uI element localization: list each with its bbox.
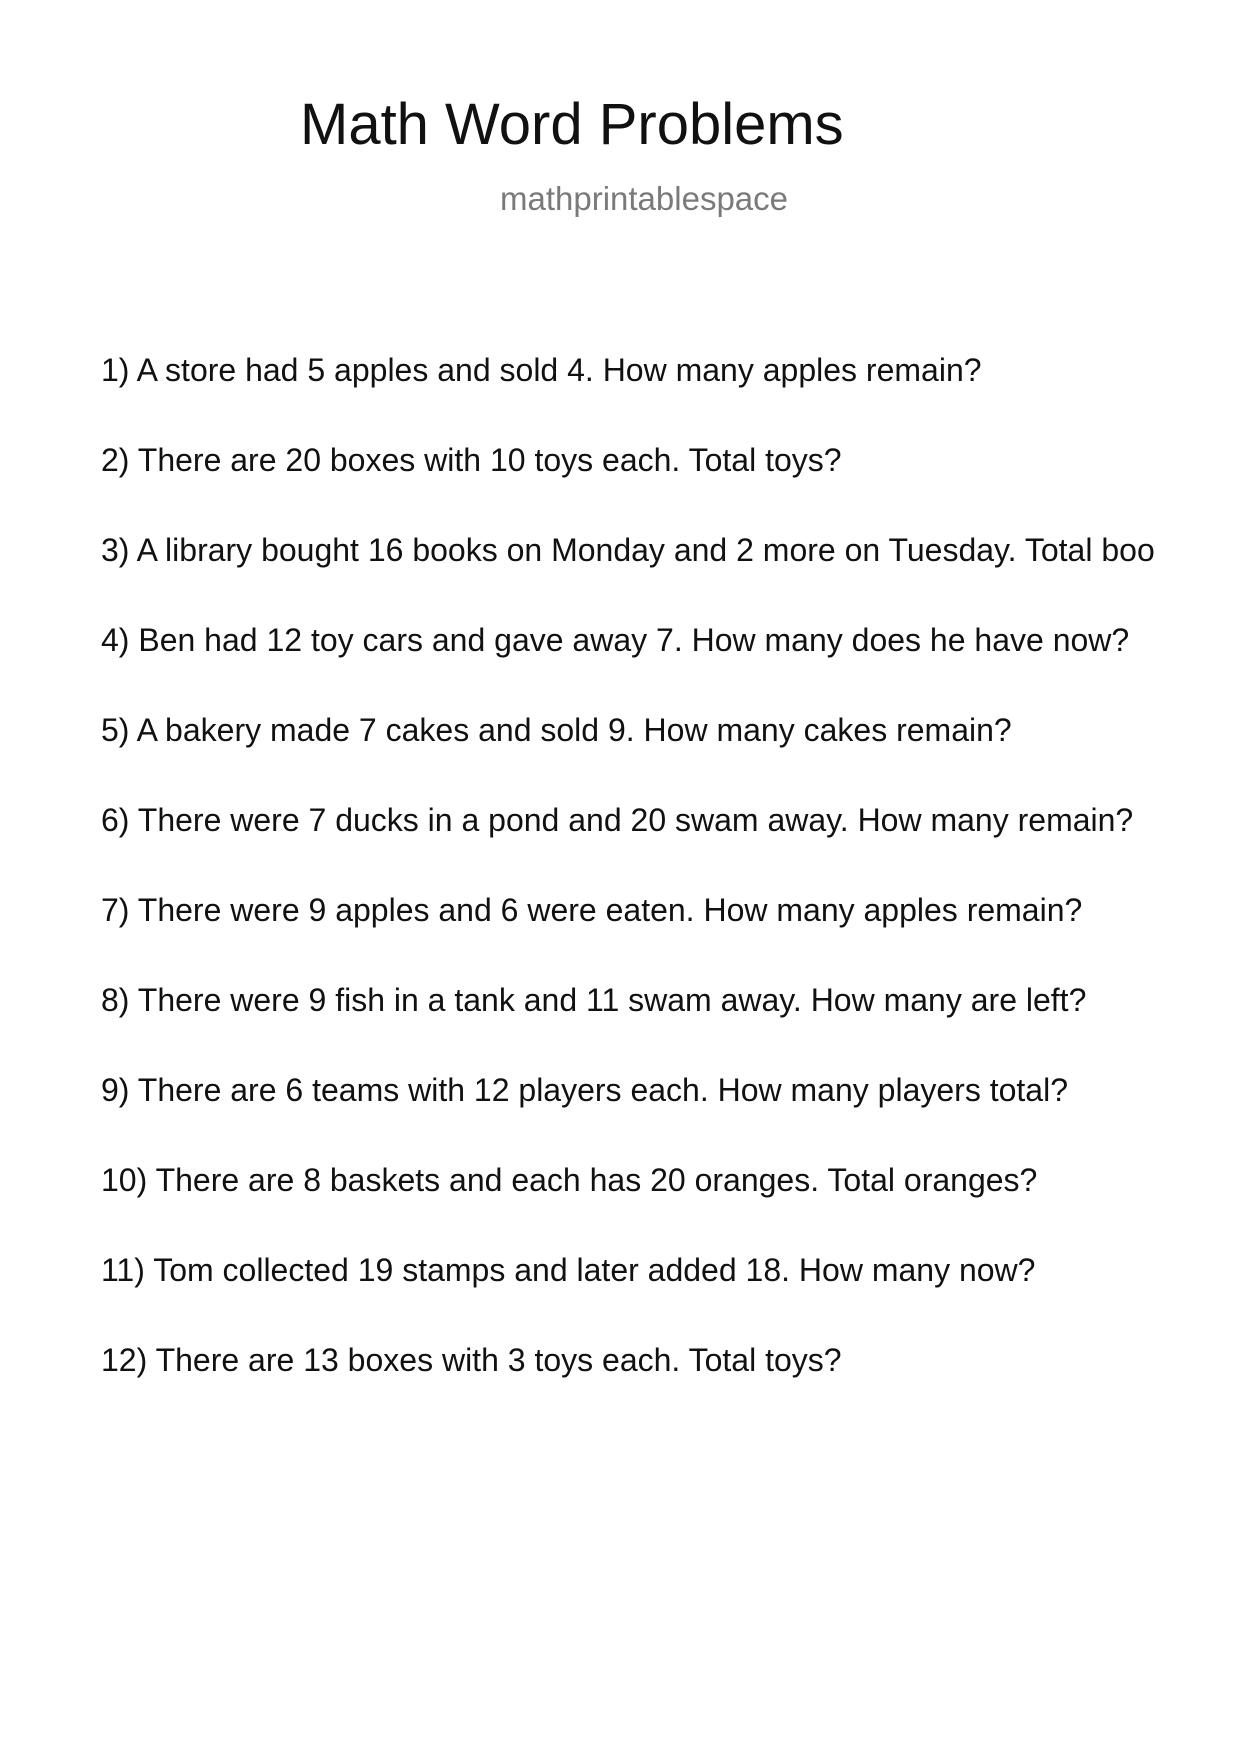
problem-list	[101, 352, 1240, 1432]
page-title: Math Word Problems	[300, 92, 844, 157]
problem-9: 9) There are 6 teams with 12 players each. How many players total?	[101, 1072, 1068, 1108]
problem-1: 1) A store had 5 apples and sold 4. How many apples remain?	[101, 352, 982, 388]
problem-11: 11) Tom collected 19 stamps and later added 18. How many now?	[101, 1252, 1036, 1288]
problem-12: 12) There are 13 boxes with 3 toys each. Total toys?	[101, 1342, 842, 1378]
problem-5: 5) A bakery made 7 cakes and sold 9. How many cakes remain?	[101, 712, 1012, 748]
problem-6: 6) There were 7 ducks in a pond and 20 swam away. How many remain?	[101, 802, 1134, 838]
problem-2: 2) There are 20 boxes with 10 toys each. Total toys?	[101, 442, 842, 478]
problem-3: 3) A library bought 16 books on Monday and 2 more on Tuesday. Total boo	[101, 532, 1155, 568]
problem-4: 4) Ben had 12 toy cars and gave away 7. How many does he have now?	[101, 622, 1130, 658]
page-subtitle: mathprintablespace	[500, 180, 789, 217]
problem-8: 8) There were 9 fish in a tank and 11 swam away. How many are left?	[101, 982, 1087, 1018]
problem-7: 7) There were 9 apples and 6 were eaten. How many apples remain?	[101, 892, 1083, 928]
problem-10: 10) There are 8 baskets and each has 20 oranges. Total oranges?	[101, 1162, 1038, 1198]
